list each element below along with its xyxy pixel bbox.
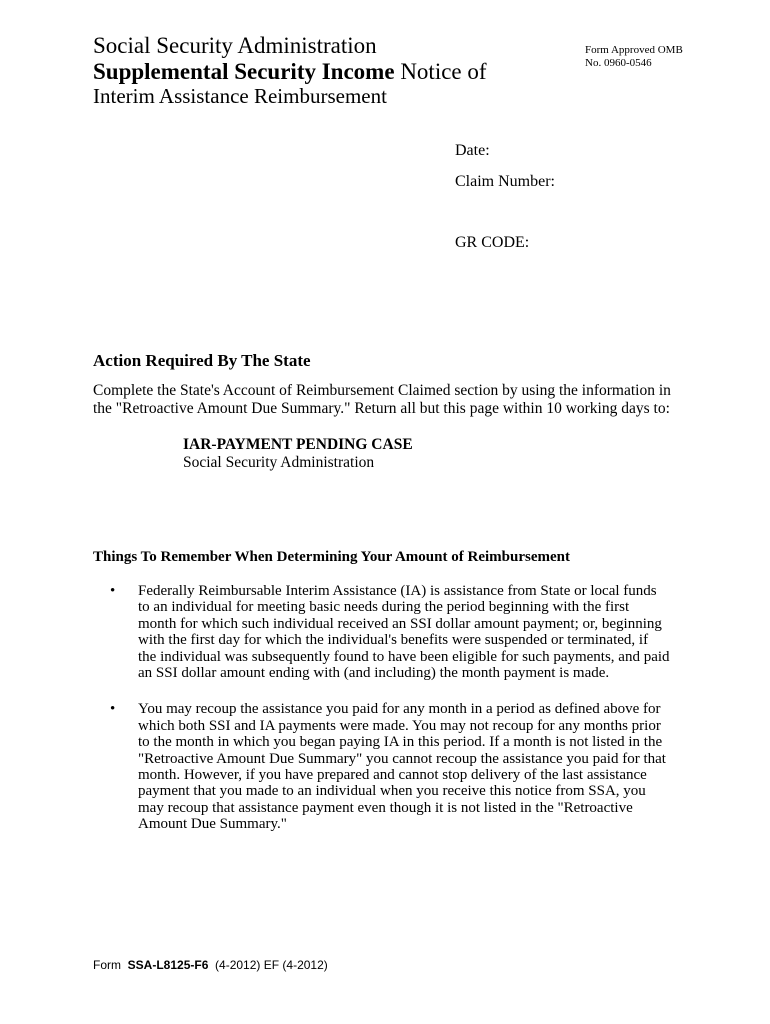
remember-heading: Things To Remember When Determining Your Amount of Reimbursement bbox=[93, 549, 570, 565]
agency-name: Social Security Administration bbox=[93, 33, 377, 58]
action-instruction: Complete the State's Account of Reimbursement Claimed section by using the information in the "Retroactive Amount Due Summary." Return all but this page within 10 working days to: bbox=[93, 382, 671, 417]
action-heading: Action Required By The State bbox=[93, 351, 311, 370]
notice-title-bold: Supplemental Security Income bbox=[93, 59, 395, 84]
notice-subtitle: Interim Assistance Reimbursement bbox=[93, 84, 387, 108]
list-item-text: You may recoup the assistance you paid for any month in a period as defined above for which both SSI and IA payments were made. You may not recoup for any months prior to the month in which you began paying IA in this period. If a month is not listed in the "Retroactive Amount Due Summary" you cannot recoup the assistance you paid for that month. However, if you have prepared and cannot stop delivery of the last assistance payment that you made to an individual when you receive this notice from SSA, you may recoup that assistance payment even though it is not listed in the "Retroactive Amount Due Summary." bbox=[138, 701, 666, 833]
omb-approval bbox=[585, 44, 683, 70]
omb-line-1: Form Approved OMB bbox=[585, 44, 683, 56]
gr-code-label: GR CODE: bbox=[455, 234, 530, 251]
address-name: IAR-PAYMENT PENDING CASE bbox=[183, 436, 413, 453]
return-address bbox=[183, 436, 413, 472]
date-label: Date: bbox=[455, 142, 490, 159]
notice-title-rest: Notice of bbox=[394, 59, 487, 84]
footer-edition: (4-2012) EF (4-2012) bbox=[215, 958, 328, 972]
omb-line-2: No. 0960-0546 bbox=[585, 57, 652, 69]
footer-form-id: SSA-L8125-F6 bbox=[127, 958, 209, 972]
remember-list bbox=[110, 583, 670, 833]
list-item-text: Federally Reimbursable Interim Assistance (IA) is assistance from State or local funds to an individual for meeting basic needs during the period beginning with the first month for which such individual received an SSI dollar amount payment; or, beginning with the first day for which the individual's benefits were suspended or terminated, if the individual was subsequently found to have been eligible for such payments, and paid an SSI dollar amount ending with (and including) the month payment is made. bbox=[138, 583, 670, 682]
form-footer bbox=[93, 958, 328, 972]
list-item bbox=[110, 583, 670, 681]
bullet-icon: • bbox=[110, 701, 116, 718]
bullet-icon: • bbox=[110, 583, 116, 599]
footer-prefix: Form bbox=[93, 958, 121, 972]
claim-number-label: Claim Number: bbox=[455, 173, 555, 190]
notice-title bbox=[93, 59, 487, 85]
address-org: Social Security Administration bbox=[183, 454, 375, 471]
list-item bbox=[110, 701, 670, 832]
